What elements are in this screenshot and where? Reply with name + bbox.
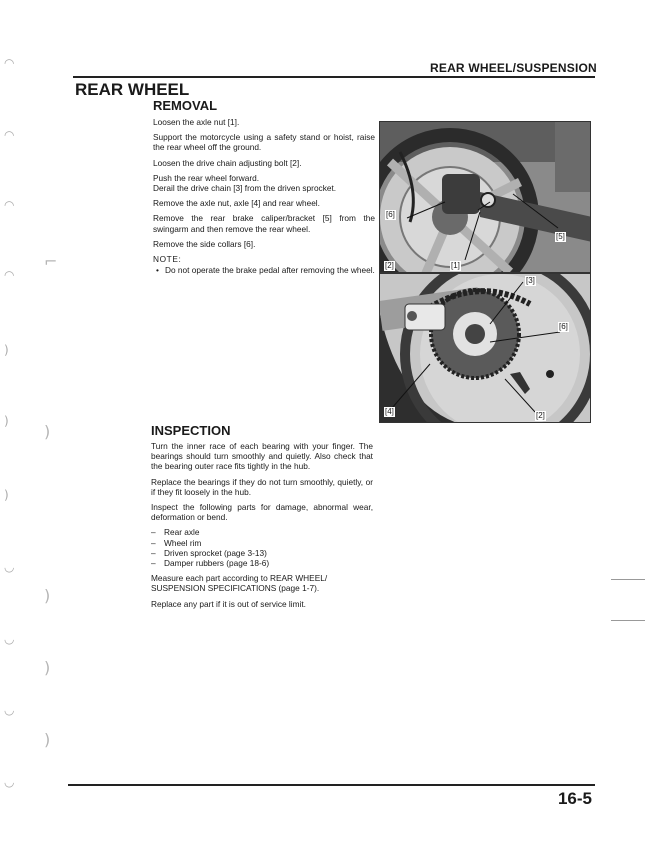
footer-rule: [68, 784, 595, 786]
scan-bracket: ): [44, 730, 51, 749]
list-item-text: Driven sprocket (page 3-13): [164, 547, 267, 558]
paragraph: Inspect the following parts for damage, abnormal wear, deformation or bend.: [151, 502, 373, 523]
inspection-heading: INSPECTION: [151, 423, 231, 438]
list-item: [151, 558, 373, 568]
step-text: Derail the drive chain [3] from the driven sprocket.: [153, 183, 337, 194]
dash: –: [151, 537, 156, 548]
binder-hole: ): [4, 414, 9, 428]
paragraph: Replace any part if it is out of service limit.: [151, 598, 306, 609]
inspection-list: [151, 527, 373, 568]
step-text: Remove the side collars [6].: [153, 238, 256, 249]
rear-wheel-chain-photo: [379, 273, 591, 423]
paragraph: Measure each part according to REAR WHEEL/ SUSPENSION SPECIFICATIONS (page 1-7).: [151, 573, 328, 594]
binder-hole: ◡: [4, 703, 15, 717]
step-text: Support the motorcycle using a safety stand or hoist, raise the rear wheel off the ground.: [153, 132, 375, 153]
scan-bracket: ): [44, 658, 51, 677]
callout-label: [6]: [559, 322, 568, 331]
callout-label: [1]: [451, 261, 460, 270]
step-text: Loosen the axle nut [1].: [153, 117, 240, 127]
callout-label: [2]: [536, 411, 545, 420]
list-item-text: Wheel rim: [164, 537, 202, 548]
page-number: 16-5: [557, 789, 592, 808]
list-item-text: Damper rubbers (page 18-6): [164, 558, 270, 569]
header-rule: [73, 76, 595, 78]
binder-hole: ): [4, 488, 9, 502]
callout-label: [5]: [556, 232, 565, 241]
paragraph: Replace the bearings if they do not turn smoothly, quietly, or if they fit loosely in the hub.: [151, 476, 373, 497]
callout-label: [3]: [526, 276, 535, 285]
step-text: Remove the rear brake caliper/bracket [5] from the swingarm and then remove the rear wheel.: [153, 213, 375, 234]
callout-label: [2]: [385, 261, 394, 270]
inspection-text: [151, 441, 373, 614]
list-item-text: Rear axle: [164, 527, 200, 538]
photo-illustration: [380, 274, 591, 423]
scan-bracket: ⌐: [44, 252, 58, 271]
binder-hole: ): [4, 343, 9, 357]
scan-bracket: ): [44, 422, 51, 441]
photo-illustration: [380, 122, 591, 273]
edge-mark: [611, 579, 645, 580]
dash: –: [151, 527, 156, 538]
step-text: Remove the axle nut, axle [4] and rear wheel.: [153, 198, 320, 209]
removal-heading: REMOVAL: [153, 98, 218, 113]
binder-hole: ◡: [4, 775, 15, 789]
list-item: [151, 548, 373, 558]
list-item: [151, 527, 373, 537]
binder-hole: ◠: [4, 128, 15, 142]
section-header: REAR WHEEL/SUSPENSION: [430, 61, 597, 75]
scan-bracket: ): [44, 586, 51, 605]
note-label: NOTE:: [153, 254, 182, 265]
callout-label: [6]: [386, 210, 395, 219]
note-item: [153, 265, 375, 275]
bullet: •: [156, 265, 159, 276]
dash: –: [151, 558, 156, 569]
callout-label: [4]: [385, 407, 394, 416]
step-text: Loosen the drive chain adjusting bolt [2].: [153, 157, 302, 168]
paragraph: Turn the inner race of each bearing with your finger. The bearings should turn smoothly and quietly. Also check that the bearing outer race fits tightly in the hub.: [151, 441, 373, 472]
binder-hole: ◡: [4, 560, 15, 574]
rear-wheel-caliper-photo: [379, 121, 591, 273]
page-title: REAR WHEEL: [75, 80, 190, 99]
removal-text: [153, 117, 375, 275]
list-item: [151, 538, 373, 548]
step-text: Push the rear wheel forward.: [153, 172, 260, 183]
binder-hole: ◠: [4, 56, 15, 70]
note-text: Do not operate the brake pedal after removing the wheel.: [165, 265, 375, 276]
binder-hole: ◡: [4, 632, 15, 646]
edge-mark: [611, 620, 645, 621]
binder-hole: ◠: [4, 268, 15, 282]
dash: –: [151, 547, 156, 558]
binder-hole: ◠: [4, 198, 15, 212]
